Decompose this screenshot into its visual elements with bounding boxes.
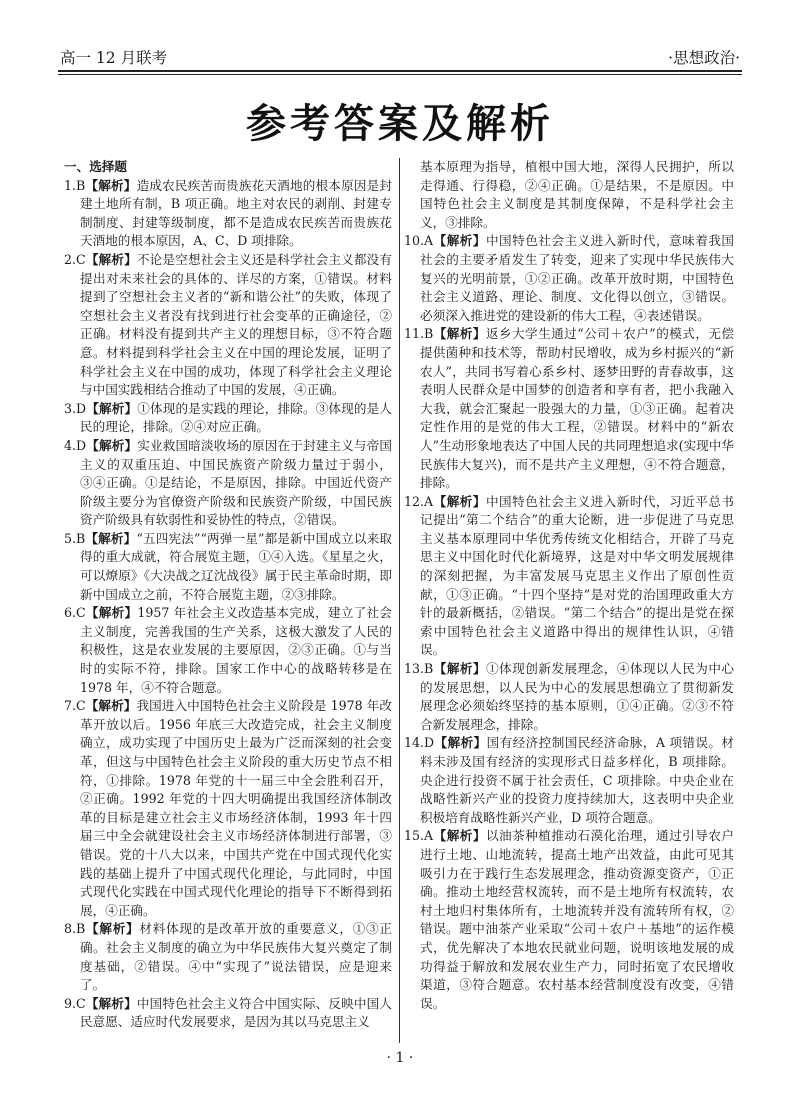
analysis-tag: 【解析】: [85, 698, 137, 714]
answer-item: [404, 325, 734, 492]
page-title: 参考答案及解析: [246, 101, 554, 147]
analysis-tag: 【解析】: [85, 251, 137, 267]
answer-item: [64, 995, 392, 1032]
answer-number: 2.C: [64, 251, 86, 267]
answer-item: [64, 177, 392, 251]
answer-item: [64, 400, 392, 437]
answer-text: 以油茶种植推动石漠化治理，通过引导农户进行土地、山地流转，提高土地产出效益，由此可见其吸引力在于践行生态发展理念，推动资源变资产，①正确。推动土地经营权流转，而不是土地所有权流转，农村土地归村集体所有，土地流转并没有流转所有权，②错误。题中油茶产业采取“公司＋农户＋基地”的运作模式，优先解决了本地农民就业问题，说明该地发展的成功得益于解放和发展农业生产力，同时拓宽了农民增收渠道，③符合题意。农村基本经营制度没有改变，④错误。: [420, 828, 735, 1011]
answer-text: 国有经济控制国民经济命脉，A 项错误。材料未涉及国有经济的实现形式日益多样化，B 项排除。央企进行投资不属于社会责任，C 项排除。中央企业在战略性新兴产业的投资力度持续加大，这表明中央企业积极培育战略性新兴产业，D 项符合题意。: [420, 735, 734, 825]
answer-text: ①体现的是实践的理论，排除。③体现的是人民的理论，排除。②④对应正确。: [80, 400, 393, 435]
answer-text: 造成农民疾苦而贵族花天酒地的根本原因是封建土地所有制，B 项正确。地主对农民的剥削、封建专制制度、封建等级制度，都不是造成农民疾苦而贵族花天酒地的根本原因，A、C、D 项排除。: [80, 177, 393, 249]
answer-number: 5.B: [64, 530, 86, 546]
answer-number: 11.B: [404, 326, 434, 342]
page-number: · 1 ·: [386, 1050, 414, 1066]
answer-item: [64, 920, 392, 994]
analysis-tag: 【解析】: [433, 493, 486, 509]
analysis-tag: 【解析】: [86, 437, 138, 453]
left-answer-list: [64, 177, 392, 1032]
answer-number: 1.B: [64, 177, 86, 193]
answer-9-continuation: 基本原理为指导，植根中国大地，深得人民拥护，所以走得通、行得稳，②④正确。①是结果，不是原因。中国特色社会主义制度是其制度保障，不是科学社会主义，③排除。: [420, 159, 734, 230]
answer-text: 我国进入中国特色社会主义阶段是 1978 年改革开放以后。1956 年底三大改造完成，社会主义制度确立，成功实现了中国历史上最为广泛而深刻的社会变革，但这与中国特色社会主义阶段的重大历史节点不相符，①排除。1978 年党的十一届三中全会胜利召开，②正确。1992 年党的十四大明确提出我国经济体制改革的目标是建立社会主义市场经济体制，1993 年十四届三中全会就建设社会主义市场经济体制进行部署，③错误。党的十八大以来，中国共产党在中国式现代化实践的基础上提升了中国式现代化理论，与此同时，中国式现代化实践在中国式现代化理论的指导下不断得到拓展，④正确。: [80, 698, 393, 918]
answer-text: “五四宪法”“两弹一星”都是新中国成立以来取得的重大成就，符合展览主题，①④入选。《星星之火，可以燎原》《大决战之辽沈战役》属于民主革命时期，即新中国成立之前，不符合展览主题，②③排除。: [80, 530, 392, 602]
answer-number: 8.B: [64, 921, 86, 937]
answer-text: ①体现创新发展理念，④体现以人民为中心的发展思想，以人民为中心的发展思想确立了贯彻新发展理念必须始终坚持的基本原则，①④正确。②③不符合新发展理念，排除。: [420, 661, 735, 732]
answer-item: [404, 493, 734, 660]
answer-item: [64, 251, 392, 400]
answer-text: 材料体现的是改革开放的重要意义，①③正确。社会主义制度的确立为中华民族伟大复兴奠定了制度基础，②错误。④中“实现了”说法错误，应是迎来了。: [80, 921, 393, 993]
answer-item: [64, 604, 392, 697]
answer-number: 12.A: [404, 493, 434, 509]
answer-number: 14.D: [404, 735, 435, 751]
answer-text: 不论是空想社会主义还是科学社会主义都没有提出对未来社会的具体的、详尽的方案，①错误。材料提到了空想社会主义者的“新和谐公社”的失败，体现了空想社会主义者没有找到进行社会变革的正确途径，②正确。材料没有提到共产主义的理想目标，③不符合题意。材料提到科学社会主义在中国的理论发展，证明了科学社会主义在中国的成功，体现了科学社会主义理论与中国实践相结合推动了中国的发展，④正确。: [80, 251, 393, 398]
answer-number: 4.D: [64, 437, 87, 453]
section-heading: 一、选择题: [64, 159, 127, 174]
analysis-tag: 【解析】: [433, 326, 486, 342]
analysis-tag: 【解析】: [433, 828, 486, 844]
answer-number: 6.C: [64, 605, 86, 621]
answer-text: 返乡大学生通过“公司＋农户”的模式，无偿提供菌种和技术等，帮助村民增收，成为乡村振兴的“新农人”，共同书写着心系乡村、逐梦田野的青春故事，这表明人民群众是中国梦的创造者和享有者，把小我融入大我，就会汇聚起一股强大的力量，①③正确。起着决定性作用的是党的伟大工程，②错误。材料中的“新农人”生动形象地表达了中国人民的共同理想追求(实现中华民族伟大复兴)，而不是共产主义理想，④不符合题意，排除。: [420, 326, 734, 491]
analysis-tag: 【解析】: [85, 530, 137, 546]
answer-number: 10.A: [404, 233, 434, 249]
exam-name: 高一 12 月联考: [60, 49, 168, 67]
answer-number: 9.C: [64, 995, 86, 1011]
right-column: [404, 158, 734, 1013]
header-rule: [58, 70, 742, 72]
answer-text: 实业救国暗淡收场的原因在于封建主义与帝国主义的双重压迫、中国民族资产阶级力量过于弱小，③④正确。①是结论，不是原因，排除。中国近代资产阶级主要分为官僚资产阶级和民族资产阶级，中国民族资产阶级具有软弱性和妥协性的特点，②错误。: [80, 437, 393, 528]
answer-text: 1957 年社会主义改造基本完成，建立了社会主义制度，完善我国的生产关系，这极大激发了人民的积极性，这是农业发展的主要原因，②③正确。①与当时的实际不符，排除。国家工作中心的战略转移是在 1978 年，④不符合题意。: [80, 605, 392, 695]
analysis-tag: 【解析】: [433, 661, 487, 677]
answer-text: 中国特色社会主义进入新时代，意味着我国社会的主要矛盾发生了转变，迎来了实现中华民族伟大复兴的光明前景，①②正确。改革开放时期，中国特色社会主义道路、理论、制度、文化得以创立，③错误。必须深入推进党的建设新的伟大工程，④表述错误。: [420, 233, 735, 323]
answer-text: 中国特色社会主义符合中国实际、反映中国人民意愿、适应时代发展要求，是因为其以马克思主义: [80, 995, 393, 1030]
header-rule-thin: [58, 74, 742, 75]
answer-item: [404, 232, 734, 325]
answer-item: [64, 530, 392, 604]
subject-name: ·思想政治·: [668, 49, 740, 67]
analysis-tag: 【解析】: [85, 605, 138, 621]
analysis-tag: 【解析】: [85, 177, 137, 193]
answer-item: [404, 660, 734, 734]
answer-number: 7.C: [64, 698, 86, 714]
answer-number: 15.A: [404, 828, 434, 844]
answer-number: 3.D: [64, 400, 87, 416]
column-divider: [399, 158, 400, 1043]
analysis-tag: 【解析】: [85, 995, 137, 1011]
answer-item: [64, 437, 392, 530]
answer-text: 中国特色社会主义进入新时代，习近平总书记提出“第二个结合”的重大论断，进一步促进了马克思主义基本原理同中华优秀传统文化相结合，开辟了马克思主义中国化时代化新境界，这是对中华文明发展规律的深刻把握，为丰富发展马克思主义作出了原创性贡献，①③正确。“十四个坚持”是对党的治国理政重大方针的最新概括，②错误。“第二个结合”的提出是党在探索中国特色社会主义道路中得出的规律性认识，④错误。: [420, 493, 735, 658]
analysis-tag: 【解析】: [433, 233, 486, 249]
page-header: [60, 40, 740, 68]
analysis-tag: 【解析】: [86, 400, 138, 416]
left-column: [64, 158, 392, 1032]
answer-item: [64, 697, 392, 920]
right-answer-list: [404, 232, 734, 1013]
answer-item: [404, 827, 734, 1013]
analysis-tag: 【解析】: [85, 921, 140, 937]
answer-item: [404, 734, 734, 827]
answer-number: 13.B: [404, 661, 434, 677]
analysis-tag: 【解析】: [434, 735, 487, 751]
